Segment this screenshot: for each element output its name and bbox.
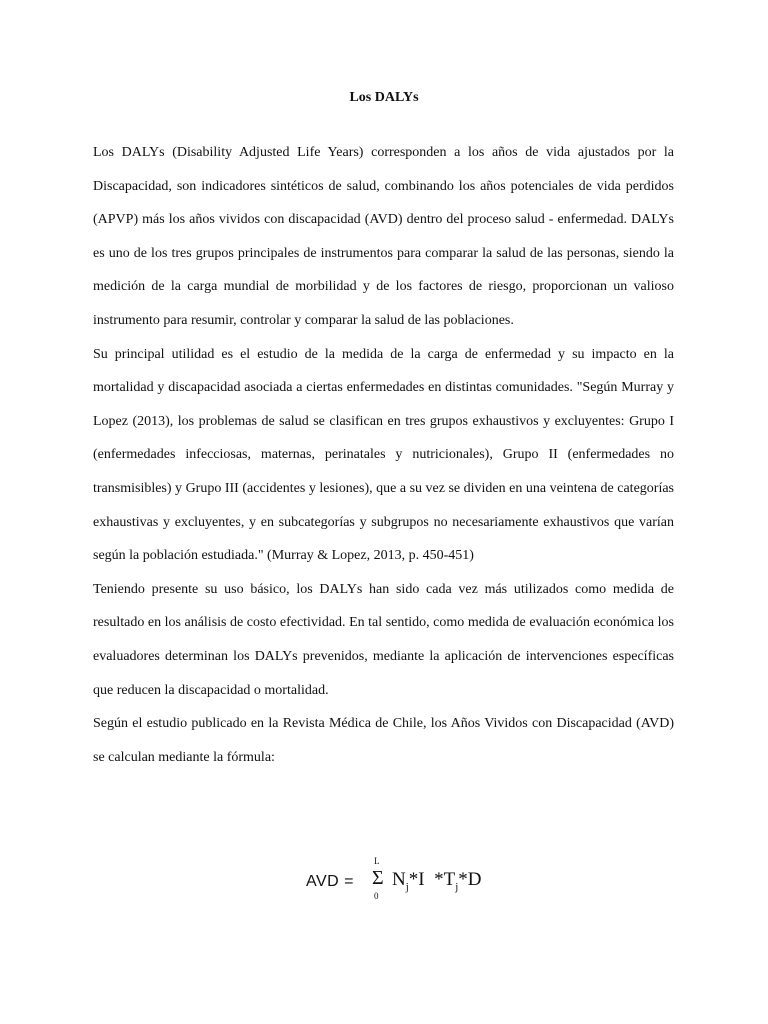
paragraph-uso-basico: Teniendo presente su uso básico, los DALYs han sido cada vez más utilizados como medida de resultado en los análisis de costo efectividad. En tal sentido, como medida de evaluación económica los evaluadores determinan los DALYs prevenidos, mediante la aplicación de intervenciones específicas que reducen la discapacidad o mortalidad. — [93, 581, 674, 698]
paragraph-formula-intro: Según el estudio publicado en la Revista Médica de Chile, los Años Vividos con Discapacidad (AVD) se calculan mediante la fórmula: — [93, 716, 674, 765]
paragraph-principal-utilidad: Su principal utilidad es el estudio de la medida de la carga de enfermedad y su impacto en la mortalidad y discapacidad asociada a ciertas enfermedades en distintas comunidades. "Según Murray y Lopez (2013), los problemas de salud se clasifican en tres grupos exhaustivos y excluyentes: Grupo I (enfermedades infecciosas, maternas, perinatales y nutricionales), Grupo II (enfermedades no transmisibles) y Grupo III (accidentes y lesiones), que a su vez se dividen en una veintena de categorías exhaustivas y excluyentes, y en subcategorías y subgrupos no necesariamente exhaustivos que varían según la población estudiada." (Murray & Lopez, 2013, p. 450-451) — [93, 346, 674, 564]
document-title: Los DALYs — [349, 90, 419, 105]
formula-subscript-j-1: j — [405, 880, 409, 893]
document-body — [93, 136, 674, 774]
formula-lower-limit: 0 — [374, 891, 379, 901]
formula-sigma-symbol: Σ — [372, 867, 384, 889]
formula-lhs: AVD = — [306, 873, 354, 890]
formula-rhs — [392, 869, 482, 893]
formula-d: *D — [458, 869, 482, 890]
formula-i-t: *I *T — [408, 869, 456, 890]
avd-formula — [306, 856, 526, 906]
formula-subscript-j-2: j — [455, 880, 459, 893]
formula-n: N — [392, 869, 406, 890]
formula-upper-limit: L — [374, 856, 380, 866]
paragraph-dalys-definition: Los DALYs (Disability Adjusted Life Years) corresponden a los años de vida ajustados por la Discapacidad, son indicadores sintéticos de salud, combinando los años potenciales de vida perdidos (APVP) más los años vividos con discapacidad (AVD) dentro del proceso salud - enfermedad. DALYs es uno de los tres grupos principales de instrumentos para comparar la salud de las personas, siendo la medición de la carga mundial de morbilidad y de los factores de riesgo, proporcionan un valioso instrumento para resumir, controlar y comparar la salud de las poblaciones. — [93, 145, 674, 328]
